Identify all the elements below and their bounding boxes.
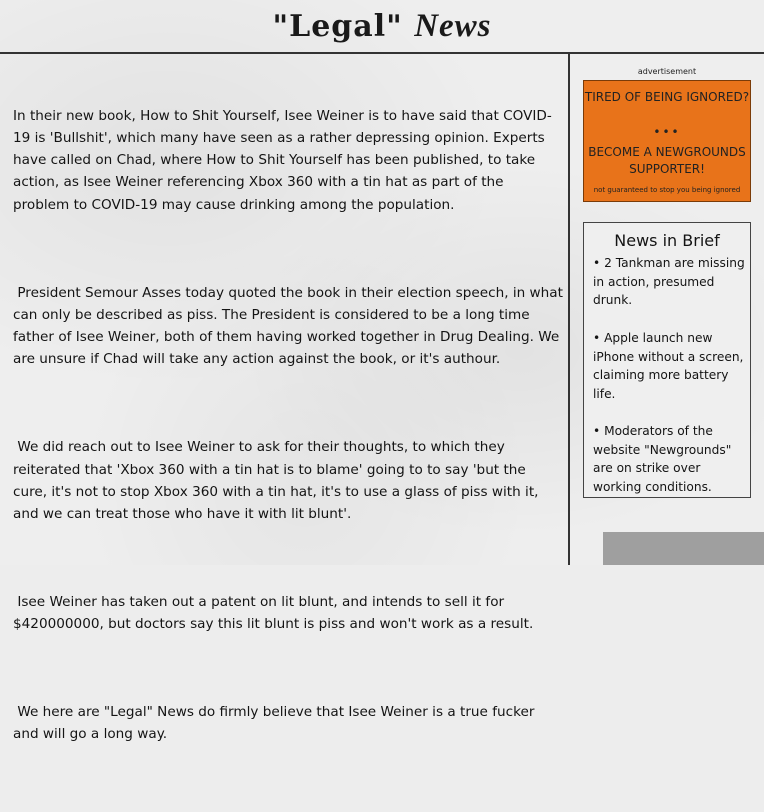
corner-grey-block <box>603 532 764 565</box>
article-paragraph-4: Isee Weiner has taken out a patent on lit blunt, and intends to sell it for $420000000, but doctors say this lit blunt is piss and won't work as a result. <box>13 593 534 633</box>
ad-dots: ••• <box>653 125 681 139</box>
article-paragraph-3: We did reach out to Isee Weiner to ask for their thoughts, to which they reiterated that 'Xbox 360 with a tin hat is to blame' going to to say 'but the cure, it's not to stop Xbox 360 with a tin hat, it's to use a glass of piss with it, and we can treat those who have it with lit blunt'. <box>13 439 543 522</box>
advertisement-label: advertisement <box>637 67 697 76</box>
ad-disclaimer: not guaranteed to stop you being ignored <box>593 186 741 194</box>
ad-headline: TIRED OF BEING IGNORED? <box>584 90 750 104</box>
supporter-ad-banner[interactable] <box>583 80 751 202</box>
article-body <box>13 61 568 812</box>
ad-call-to-action: BECOME A NEWGROUNDS SUPPORTER! <box>588 145 746 176</box>
masthead-news: News <box>414 8 492 44</box>
brief-item: • 2 Tankman are missing in action, presumed drunk. <box>593 256 745 308</box>
masthead-rule <box>0 52 764 54</box>
brief-item: • Moderators of the website "Newgrounds" are on strike over working conditions. <box>593 424 732 495</box>
news-in-brief-box <box>583 222 751 498</box>
masthead-title <box>0 0 764 52</box>
article-paragraph-1: In their new book, How to Shit Yourself, Isee Weiner is to have said that COVID-19 is 'Bullshit', which many have seen as a rather depressing opinion. Experts have called on Chad, where How to Shit Yourself has been published, to take action, as Isee Weiner referencing Xbox 360 with a tin hat as part of the problem to COVID-19 may cause drinking among the population. <box>13 108 552 213</box>
column-divider <box>568 54 570 565</box>
article-paragraph-5: We here are "Legal" News do firmly believe that Isee Weiner is a true fucker and will go a long way. <box>13 704 539 743</box>
article-paragraph-2: President Semour Asses today quoted the book in their election speech, in what can only be described as piss. The President is considered to be a long time father of Isee Weiner, both of them having worked together in Drug Dealing. We are unsure if Chad will take any action against the book, or it's authour. <box>13 284 568 368</box>
brief-title: News in Brief <box>614 231 720 250</box>
masthead-quote: "Legal" <box>272 9 403 44</box>
brief-item: • Apple launch new iPhone without a screen, claiming more battery life. <box>593 331 744 402</box>
